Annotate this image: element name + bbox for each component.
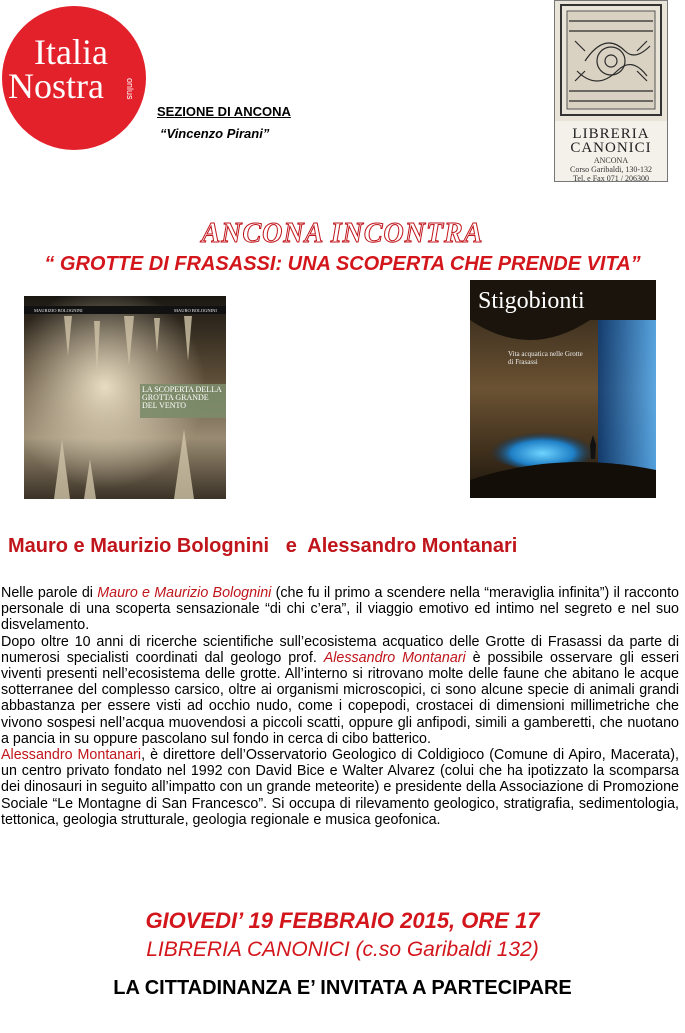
event-title: “ GROTTE DI FRASASSI: UNA SCOPERTA CHE PRENDE VITA” [44,253,641,275]
paragraph-3 [1,747,679,828]
p2-text-a: Dopo oltre 10 anni di ricerche scientifiche sull’ecosistema acquatico delle Grotte di Frasassi da parte di numerosi specialisti coordinati dal geologo prof. [1,633,679,666]
book2-subtitle: Vita acquatica nelle Grotte di Frasassi [508,350,583,366]
logo-line2: Nostra [8,66,104,106]
bookstore-details [555,156,667,182]
p1-speaker-name: Mauro e Maurizio Bolognini [97,585,272,601]
paragraph-2 [1,634,679,747]
libreria-canonici-logo [554,0,668,182]
p3-speaker-name: Alessandro Montanari [1,747,142,764]
book-cover-grotta-grande-del-vento [24,296,226,499]
section-name: SEZIONE DI ANCONA [157,104,291,119]
p3-text-b: , è direttore dell’Osservatorio Geologico di Coldigioco (Comune di Apiro, Macerata), un centro privato fondato nel 1992 con David Bice e Walter Alvarez (colui che ha ipotizzato la scomparsa dei dinosauri in seguito all’impatto con un grande meteorite) e presidente della Associazione di Promozione Sociale “Le Montagne di San Francesco”. Si occupa di rilevamento geologico, stratigrafia, sedimentologia, tettonica, geologia strutturale, geologia regionale e musica geofonica. [1,747,679,828]
logo-onlus: onlus [125,78,135,100]
book1-author-right: MAURO BOLOGNINI [174,308,217,313]
p1-text-b: (che fu il primo a scendere nella “meraviglia infinita”) il racconto personale di una scoperta sensazionale “di chi c’era”, il viaggio emotivo ed intimo nel segreto e nel suo disvelamento. [1,585,679,634]
event-date: GIOVEDI’ 19 FEBBRAIO 2015, ORE 17 [145,908,540,933]
p1-text-a: Nelle parole di [1,585,98,601]
p2-speaker-name: Alessandro Montanari [323,649,466,666]
invitation-line: LA CITTADINANZA E’ INVITATA A PARTECIPARE [113,977,572,999]
ornament-icon [555,1,667,121]
bookstore-city: ANCONA [593,156,629,165]
book-cover-stigobionti [470,280,656,498]
event-series-title: ANCONA INCONTRA [201,218,484,249]
bookstore-name: LIBRERIA CANONICI [570,126,652,156]
italia-nostra-logo [0,2,148,150]
speakers-heading: Mauro e Maurizio Bolognini e Alessandro Montanari [8,535,518,557]
book2-title: Stigobionti [478,288,585,314]
p2-text-b: è possibile osservare gli esseri viventi presenti nell’ecosistema delle grotte. All’interno si ritrovano molte delle faune che abitano le acque sotterranee del complesso carsico, oltre ai organismi microscopici, ci sono alcune specie di animali grandi abbastanza per essere visti ad occhio nudo, come i copepodi, crostacei di dimensioni millimetriche che vivono sospesi nell’acqua muovendosi a piccoli scatti, oppure gli anfipodi, simili a gamberetti, che nuotano a pancia in su oppure pascolano sul fondo in cerca di cibo batterico. [1,649,679,747]
paragraph-1 [1,585,679,634]
logo-line1: Italia [34,32,108,72]
event-description [1,585,679,828]
bookstore-address: Corso Garibaldi, 130-132 [570,165,652,174]
bookstore-phone: Tel. e Fax 071 / 206300 [573,174,649,182]
book1-title: LA SCOPERTA DELLA GROTTA GRANDE DEL VENTO [142,386,222,410]
book1-author-left: MAURIZIO BOLOGNINI [34,308,83,313]
event-venue: LIBRERIA CANONICI (c.so Garibaldi 132) [146,938,539,961]
section-dedication: “Vincenzo Pirani” [160,126,270,141]
